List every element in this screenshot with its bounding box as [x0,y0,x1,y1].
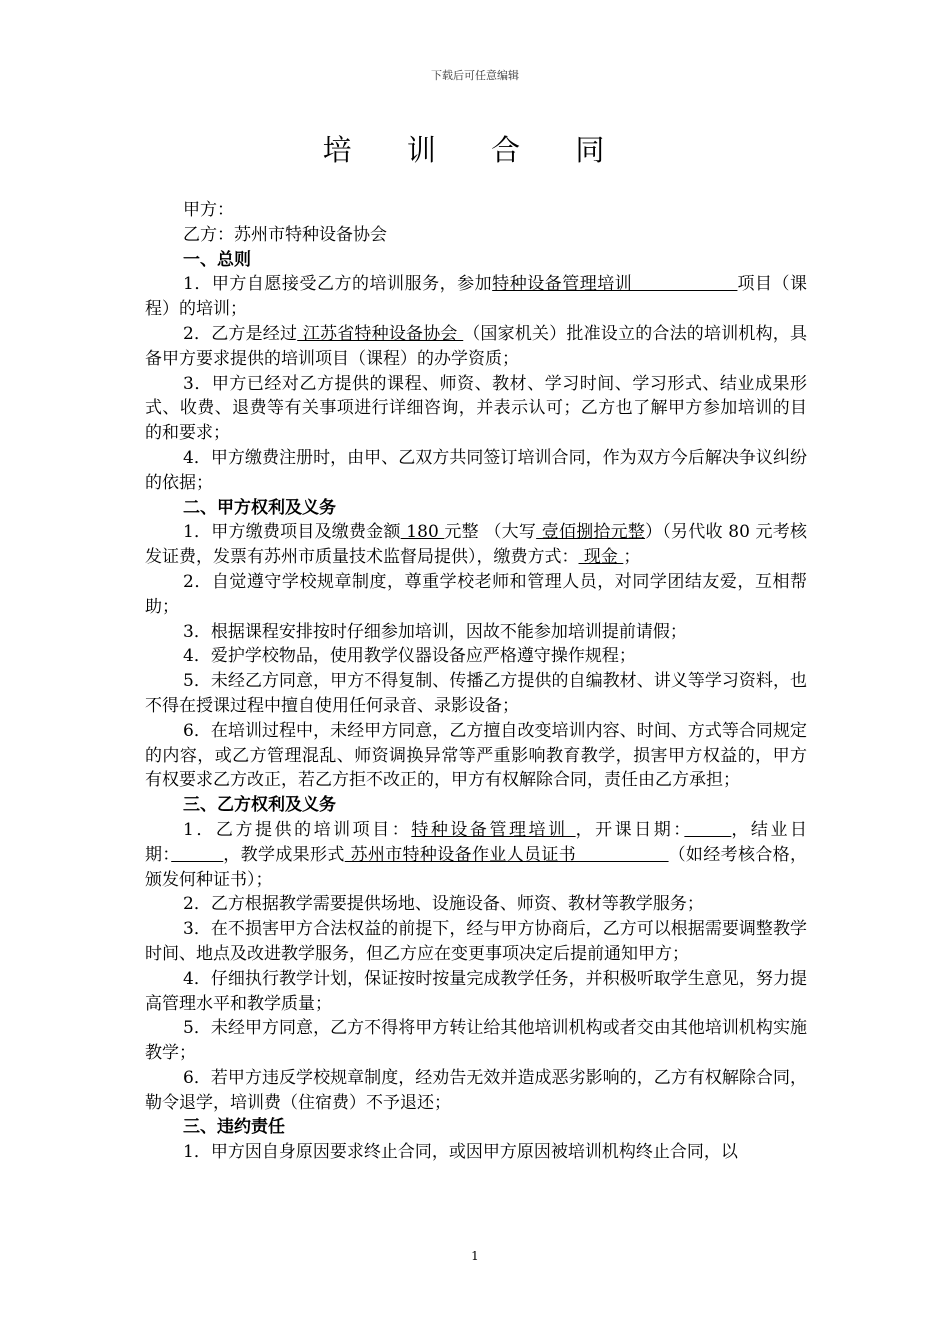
filled-field: 壹佰捌拾元整 [536,522,646,543]
page-number: 1 [471,1249,479,1263]
clause: 2．自觉遵守学校规章制度，尊重学校老师和管理人员，对同学团结友爱，互相帮助； [145,571,807,617]
clause: 3．在不损害甲方合法权益的前提下，经与甲方协商后，乙方可以根据需要调整教学时间、地点及改进教学服务，但乙方应在变更事项决定后提前通知甲方； [145,919,807,964]
section-heading: 三、乙方权利及义务 [183,795,336,816]
blank-field [171,845,223,865]
clause: 4．爱护学校物品，使用教学仪器设备应严格遵守操作规程； [183,646,636,667]
filled-field: 现金 [578,547,624,568]
filled-field: 特种设备管理培训 [492,274,738,295]
clause: 6．若甲方违反学校规章制度，经劝告无效并造成恶劣影响的，乙方有权解除合同，勒令退学，培训费（住宿费）不予退还； [145,1067,807,1113]
clause: 1．乙方提供的培训项目：特种设备管理培训 ，开课日期： ，结业日期： ，教学成果形式 苏州市特种设备作业人员证书 （如经考核合格，颁发何种证书）； [145,819,808,890]
party-b: 乙方：苏州市特种设备协会 [183,224,387,245]
section-heading: 一、总则 [183,249,251,270]
filled-field: 苏州市特种设备作业人员证书 [344,844,669,865]
contract-body [145,198,807,1165]
filled-field: 特种设备管理培训 [411,819,576,840]
clause: 2．乙方是经过 江苏省特种设备协会 （国家机关）批准设立的合法的培训机构，具备甲方要求提供的培训项目（课程）的办学资质； [145,323,807,369]
clause: 3．根据课程安排按时仔细参加培训，因故不能参加培训提前请假； [183,621,687,642]
clause: 5．未经乙方同意，甲方不得复制、传播乙方提供的自编教材、讲义等学习资料，也不得在授课过程中擅自使用任何录音、录影设备； [145,671,807,716]
filled-field: 江苏省特种设备协会 [297,323,464,344]
clause: 1．甲方因自身原因要求终止合同，或因甲方原因被培训机构终止合同，以 [183,1142,738,1163]
document-title: 培 训 合 同 [322,133,628,167]
blank-field [684,820,731,840]
clause: 1．甲方自愿接受乙方的培训服务，参加特种设备管理培训 项目（课程）的培训； [145,274,808,320]
party-a: 甲方： [183,200,234,220]
clause: 4．甲方缴费注册时，由甲、乙双方共同签订培训合同，作为双方今后解决争议纠纷的依据； [145,447,807,493]
clause: 4．仔细执行教学计划，保证按时按量完成教学任务，并积极听取学生意见，努力提高管理水平和教学质量； [145,968,807,1014]
clause: 3．甲方已经对乙方提供的课程、师资、教材、学习时间、学习形式、结业成果形式、收费、退费等有关事项进行详细咨询，并表示认可；乙方也了解甲方参加培训的目的和要求； [145,373,807,444]
clause: 6．在培训过程中，未经甲方同意，乙方擅自改变培训内容、时间、方式等合同规定的内容，或乙方管理混乱、师资调换异常等严重影响教育教学，损害甲方权益的，甲方有权要求乙方改正，若乙方拒不改正的，甲方有权解除合同，责任由乙方承担； [145,720,807,791]
section-heading: 三、违约责任 [183,1117,285,1138]
section-heading: 二、甲方权利及义务 [183,497,336,518]
clause: 1．甲方缴费项目及缴费金额 180 元整 （大写 壹佰捌拾元整）（另代收 80 元考核发证费，发票有苏州市质量技术监督局提供），缴费方式： 现金 ； [145,522,807,568]
page-header: 下载后可任意编辑 [431,69,519,82]
clause: 2．乙方根据教学需要提供场地、设施设备、师资、教材等教学服务； [183,894,704,915]
filled-field: 180 [400,522,445,543]
clause: 5．未经甲方同意，乙方不得将甲方转让给其他培训机构或者交由其他培训机构实施教学； [145,1018,807,1064]
